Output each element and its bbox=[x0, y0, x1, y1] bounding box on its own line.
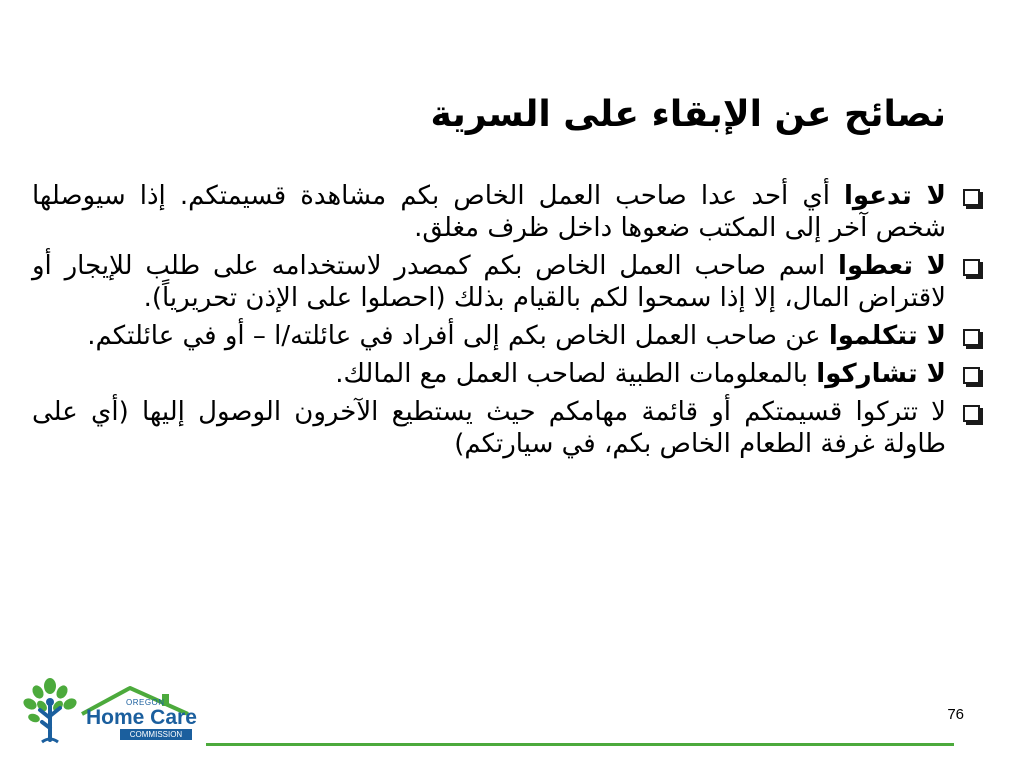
bullet-text: عن صاحب العمل الخاص بكم إلى أفراد في عائلته/ا – أو في عائلتكم. bbox=[87, 321, 829, 351]
bullet-item bbox=[32, 180, 982, 244]
oregon-home-care-logo bbox=[20, 676, 200, 748]
bullet-item bbox=[32, 396, 982, 460]
checkbox-bullet-icon bbox=[963, 189, 980, 206]
bullet-text: لا تتركوا قسيمتكم أو قائمة مهامكم حيث يستطيع الآخرون الوصول إليها (أي على طاولة غرفة الطعام الخاص بكم، في سيارتكم) bbox=[32, 397, 946, 459]
checkbox-bullet-icon bbox=[963, 367, 980, 384]
checkbox-bullet-icon bbox=[963, 259, 980, 276]
bullet-item bbox=[32, 320, 982, 352]
logo-home-care-text: Home Care bbox=[86, 706, 197, 729]
slide-title: نصائح عن الإبقاء على السرية bbox=[430, 94, 946, 135]
bullet-text: اسم صاحب العمل الخاص بكم كمصدر لاستخدامه على طلب للإيجار أو لاقتراض المال، إلا إذا سمحوا لكم بالقيام بذلك (احصلوا على الإذن تحريرياً). bbox=[32, 251, 946, 313]
bullet-item bbox=[32, 358, 982, 390]
footer-divider bbox=[206, 743, 954, 746]
checkbox-bullet-icon bbox=[963, 405, 980, 422]
logo-commission-text: COMMISSION bbox=[120, 729, 192, 740]
bullet-emphasis: لا تدعوا bbox=[844, 181, 947, 211]
checkbox-bullet-icon bbox=[963, 329, 980, 346]
bullet-emphasis: لا تتكلموا bbox=[828, 321, 946, 351]
bullet-list bbox=[32, 180, 982, 466]
page-number: 76 bbox=[947, 706, 964, 723]
bullet-emphasis: لا تشاركوا bbox=[816, 359, 946, 389]
logo-oregon-text: OREGON bbox=[126, 698, 165, 707]
bullet-text: بالمعلومات الطبية لصاحب العمل مع المالك. bbox=[335, 359, 817, 389]
bullet-emphasis: لا تعطوا bbox=[838, 251, 946, 281]
bullet-item bbox=[32, 250, 982, 314]
bullet-text: أي أحد عدا صاحب العمل الخاص بكم مشاهدة قسيمتكم. إذا سيوصلها شخص آخر إلى المكتب ضعوها داخل ظرف مغلق. bbox=[32, 181, 946, 243]
